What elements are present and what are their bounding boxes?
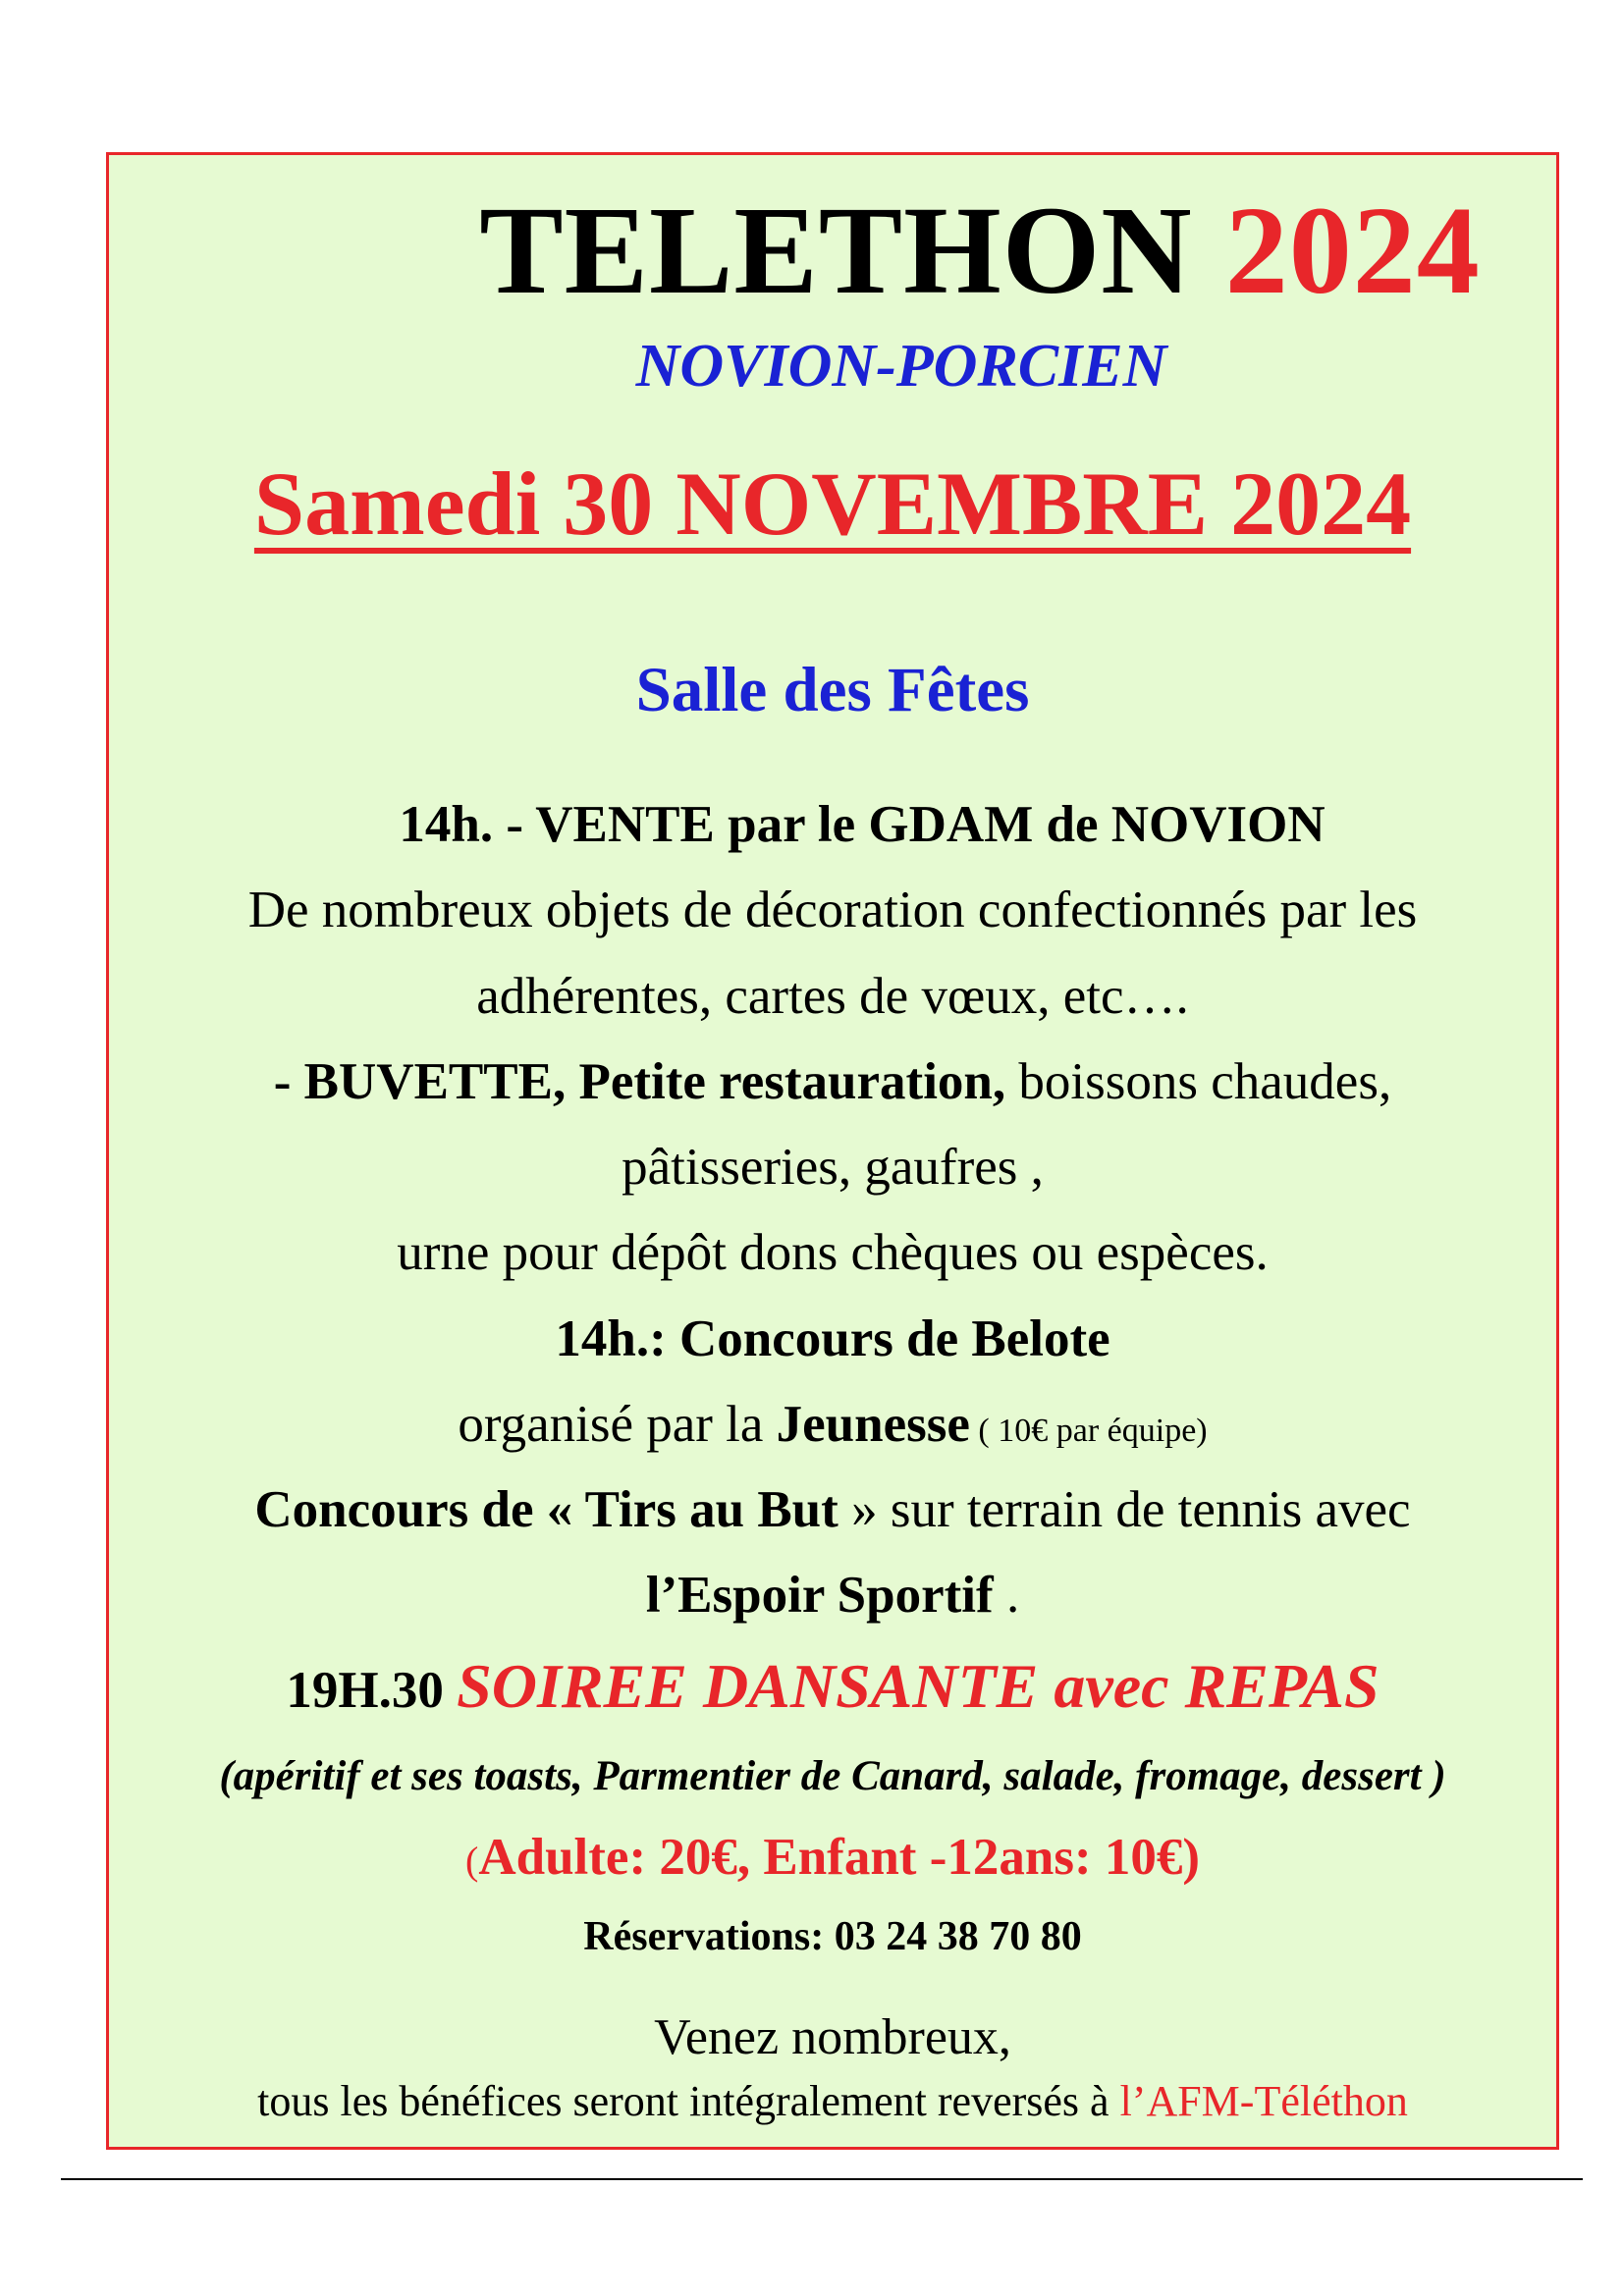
event-date: Samedi 30 NOVEMBRE 2024 xyxy=(253,454,1412,554)
poster-frame xyxy=(106,152,1559,2150)
prices-text: Adulte: 20€, Enfant -12ans: 10€) xyxy=(478,1829,1200,1886)
belote-price: ( 10€ par équipe) xyxy=(969,1413,1208,1449)
poster-subtitle: NOVION-PORCIEN xyxy=(635,333,1167,400)
belote-org-name: Jeunesse xyxy=(776,1396,970,1453)
vente-desc-2: adhérentes, cartes de vœux, etc…. xyxy=(476,968,1189,1025)
belote-org-prefix: organisé par la xyxy=(458,1396,777,1453)
vente-title: - VENTE par le GDAM de NOVION xyxy=(506,796,1325,853)
footer-text: tous les bénéfices seront intégralement reversés à xyxy=(257,2077,1120,2125)
buvette-rest: boissons chaudes, xyxy=(1005,1053,1392,1110)
event-venue: Salle des Fêtes xyxy=(635,655,1030,725)
poster-title xyxy=(109,177,1556,324)
tirs-title: Concours de « Tirs au But xyxy=(254,1481,839,1538)
tirs-end: . xyxy=(993,1567,1020,1624)
footer-line-1: Venez nombreux, xyxy=(654,2009,1011,2065)
soiree-time: 19H.30 xyxy=(286,1662,458,1719)
prices-line xyxy=(109,1824,1556,1895)
soiree-title: SOIREE DANSANTE avec REPAS xyxy=(457,1651,1380,1721)
menu-line: (apéritif et ses toasts, Parmentier de Canard, salade, fromage, dessert ) xyxy=(219,1753,1446,1799)
soiree-line xyxy=(109,1647,1556,1730)
buvette-title: - BUVETTE, Petite restauration, xyxy=(273,1053,1006,1110)
title-year: 2024 xyxy=(1224,181,1481,320)
prices-open-paren: ( xyxy=(464,1839,479,1883)
footer-line-2 xyxy=(109,2072,1556,2131)
footer-organization: l’AFM-Téléthon xyxy=(1119,2077,1408,2125)
vente-heading xyxy=(109,791,1556,858)
belote-title: 14h.: Concours de Belote xyxy=(555,1310,1110,1367)
tirs-organizer-line xyxy=(109,1562,1556,1629)
tirs-rest: » sur terrain de tennis avec xyxy=(838,1481,1411,1538)
tirs-organizer: l’Espoir Sportif xyxy=(645,1567,994,1624)
buvette-line xyxy=(109,1048,1556,1115)
belote-organizer xyxy=(109,1391,1556,1465)
bottom-divider xyxy=(61,2178,1583,2180)
buvette-desc-3: urne pour dépôt dons chèques ou espèces. xyxy=(397,1224,1269,1281)
reservations-line: Réservations: 03 24 38 70 80 xyxy=(583,1914,1082,1959)
title-word: TELETHON xyxy=(479,181,1193,320)
tirs-line xyxy=(109,1476,1556,1543)
vente-desc-1: De nombreux objets de décoration confectionnés par les xyxy=(247,881,1418,938)
vente-time: 14h. xyxy=(399,796,494,853)
buvette-desc-2: pâtisseries, gaufres , xyxy=(622,1139,1044,1196)
